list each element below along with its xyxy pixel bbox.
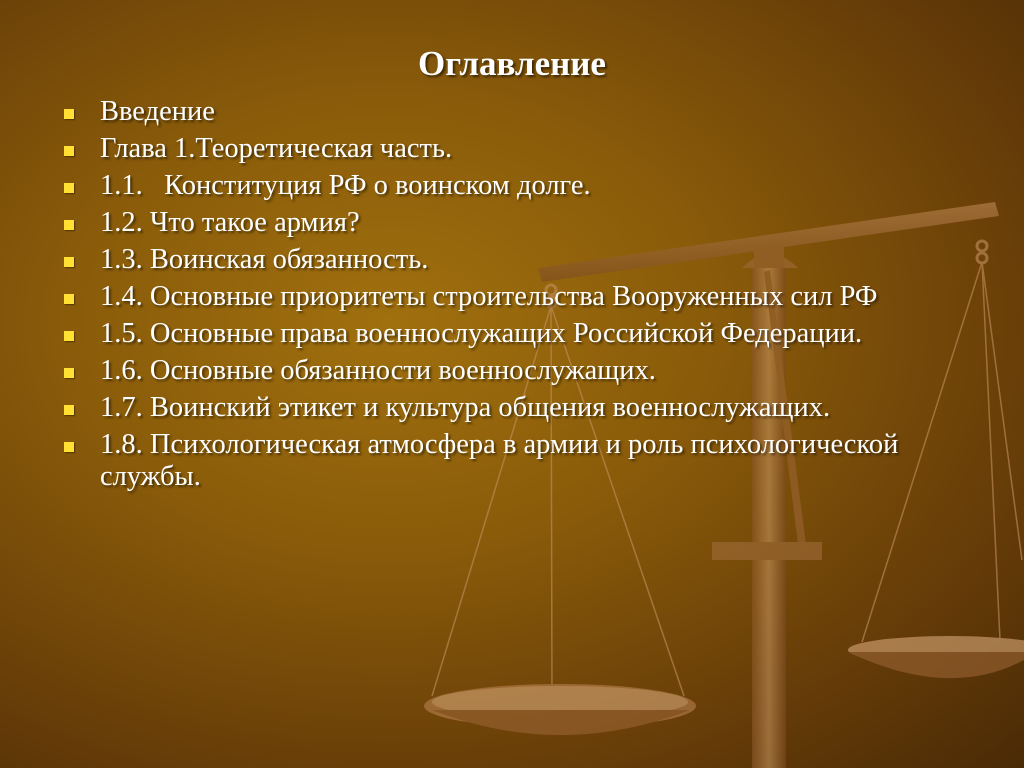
square-bullet-icon bbox=[64, 405, 74, 415]
square-bullet-icon bbox=[64, 109, 74, 119]
item-text: 1.1. Конституция РФ о воинском долге. bbox=[100, 170, 591, 201]
list-item bbox=[62, 429, 952, 493]
list-item bbox=[62, 318, 952, 350]
square-bullet-icon bbox=[64, 294, 74, 304]
list-item bbox=[62, 355, 952, 387]
list-item bbox=[62, 244, 952, 276]
list-item bbox=[62, 170, 952, 202]
list-item bbox=[62, 392, 952, 424]
list-item bbox=[62, 96, 952, 128]
list-item bbox=[62, 133, 952, 165]
square-bullet-icon bbox=[64, 368, 74, 378]
item-text: 1.6. Основные обязанности военнослужащих. bbox=[100, 355, 656, 386]
item-text: 1.7. Воинский этикет и культура общения военнослужащих. bbox=[100, 392, 831, 423]
item-text: 1.2. Что такое армия? bbox=[100, 207, 360, 238]
item-text: 1.8. Психологическая атмосфера в армии и роль психологической службы. bbox=[100, 429, 906, 492]
square-bullet-icon bbox=[64, 183, 74, 193]
item-text: 1.3. Воинская обязанность. bbox=[100, 244, 429, 275]
slide-title: Оглавление bbox=[418, 44, 606, 83]
list-item bbox=[62, 207, 952, 239]
list-item bbox=[62, 281, 952, 313]
item-text: 1.5. Основные права военнослужащих Российской Федерации. bbox=[100, 318, 863, 349]
toc-list bbox=[62, 96, 952, 498]
square-bullet-icon bbox=[64, 331, 74, 341]
item-text: Введение bbox=[100, 96, 215, 127]
item-text: 1.4. Основные приоритеты строительства Вооруженных сил РФ bbox=[100, 281, 878, 312]
square-bullet-icon bbox=[64, 146, 74, 156]
square-bullet-icon bbox=[64, 257, 74, 267]
item-text: Глава 1.Теоретическая часть. bbox=[100, 133, 453, 164]
square-bullet-icon bbox=[64, 220, 74, 230]
square-bullet-icon bbox=[64, 442, 74, 452]
